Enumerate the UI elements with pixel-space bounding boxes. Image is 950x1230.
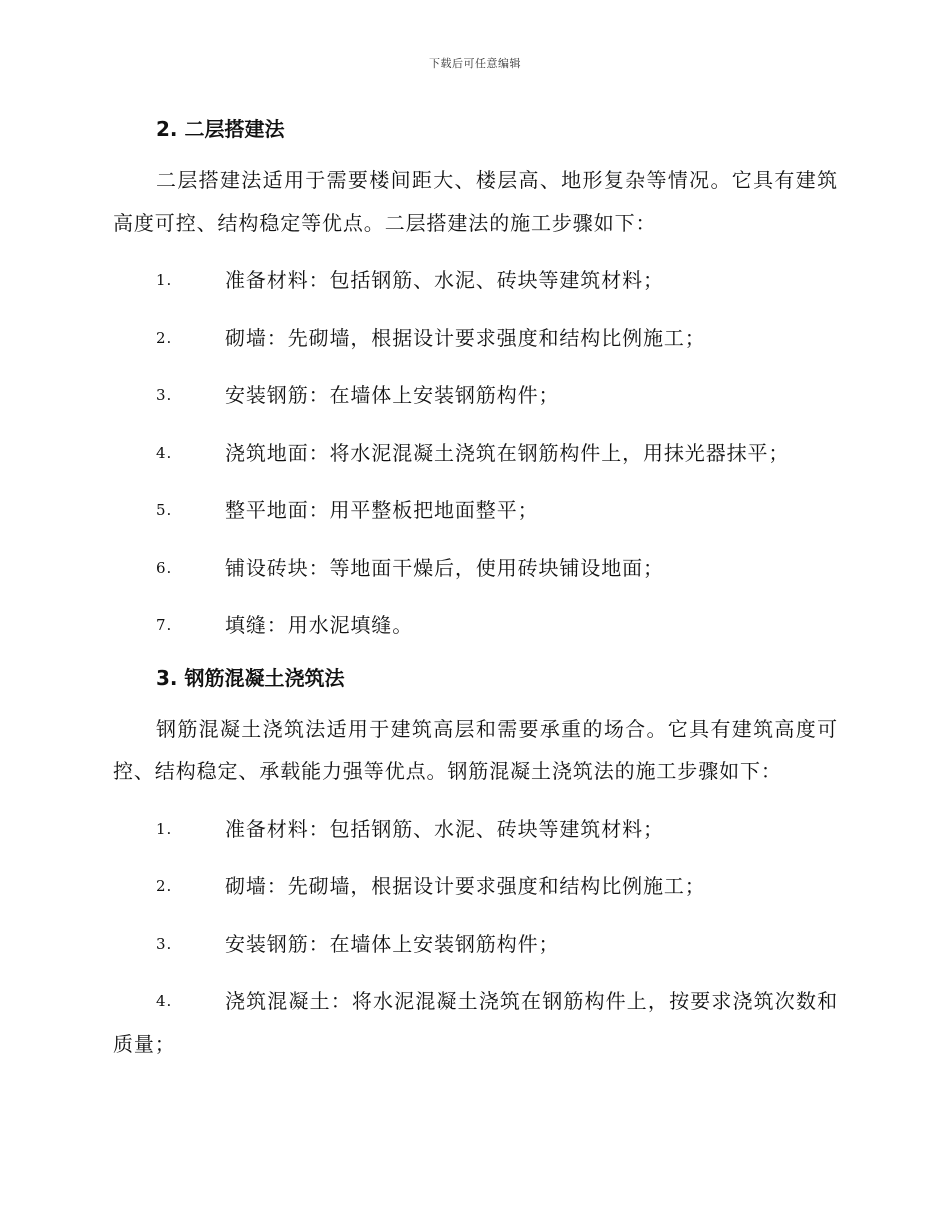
page-header: 下载后可任意编辑: [429, 57, 521, 70]
step-item: [113, 259, 838, 302]
step-text: 准备材料：包括钢筋、水泥、砖块等建筑材料；: [225, 268, 664, 292]
step-text: 砌墙：先砌墙，根据设计要求强度和结构比例施工；: [225, 325, 706, 350]
step-text: 安装钢筋：在墙体上安装钢筋构件；: [225, 383, 560, 407]
step-item: [113, 489, 838, 532]
step-number: 3.: [156, 386, 173, 404]
step-item: [113, 547, 838, 590]
step-text: 准备材料：包括钢筋、水泥、砖块等建筑材料；: [225, 816, 664, 841]
step-number: 1.: [156, 819, 173, 838]
section-two-layer-method: [113, 110, 838, 647]
step-item: [113, 432, 838, 475]
step-item: [113, 923, 838, 966]
step-number: 5.: [156, 501, 173, 519]
step-text: 安装钢筋：在墙体上安装钢筋构件；: [225, 931, 560, 956]
step-number: 2.: [156, 328, 173, 347]
section-heading: 2. 二层搭建法: [156, 117, 285, 141]
section-heading: 3. 钢筋混凝土浇筑法: [156, 665, 345, 690]
step-text: 浇筑地面：将水泥混凝土浇筑在钢筋构件上，用抹光器抹平；: [225, 440, 790, 465]
document-body: [113, 110, 838, 1065]
step-item: [113, 865, 838, 908]
step-text: 浇筑混凝土：将水泥混凝土浇筑在钢筋构件上，按要求浇筑次数和质量；: [113, 989, 838, 1056]
step-number: 1.: [156, 271, 173, 289]
step-item: [113, 374, 838, 417]
step-text: 铺设砖块：等地面干燥后，使用砖块铺设地面；: [225, 555, 664, 580]
step-number: 4.: [156, 992, 173, 1010]
section-intro-paragraph: 二层搭建法适用于需要楼间距大、楼层高、地形复杂等情况。它具有建筑高度可控、结构稳定等优点。二层搭建法的施工步骤如下：: [113, 168, 838, 235]
step-item: [113, 317, 838, 360]
step-text: 整平地面：用平整板把地面整平；: [225, 498, 539, 522]
step-item: [113, 808, 838, 851]
section-reinforced-concrete-method: [113, 659, 838, 1066]
step-number: 4.: [156, 443, 173, 462]
step-text: 填缝：用水泥填缝。: [225, 613, 414, 637]
step-number: 6.: [156, 558, 173, 577]
step-text: 砌墙：先砌墙，根据设计要求强度和结构比例施工；: [225, 874, 706, 898]
step-number: 3.: [156, 934, 173, 953]
section-intro-paragraph: 钢筋混凝土浇筑法适用于建筑高层和需要承重的场合。它具有建筑高度可控、结构稳定、承载能力强等优点。钢筋混凝土浇筑法的施工步骤如下：: [113, 716, 838, 783]
step-item: [113, 604, 838, 647]
step-number: 7.: [156, 616, 173, 634]
step-item: [113, 980, 838, 1065]
step-number: 2.: [156, 877, 173, 895]
